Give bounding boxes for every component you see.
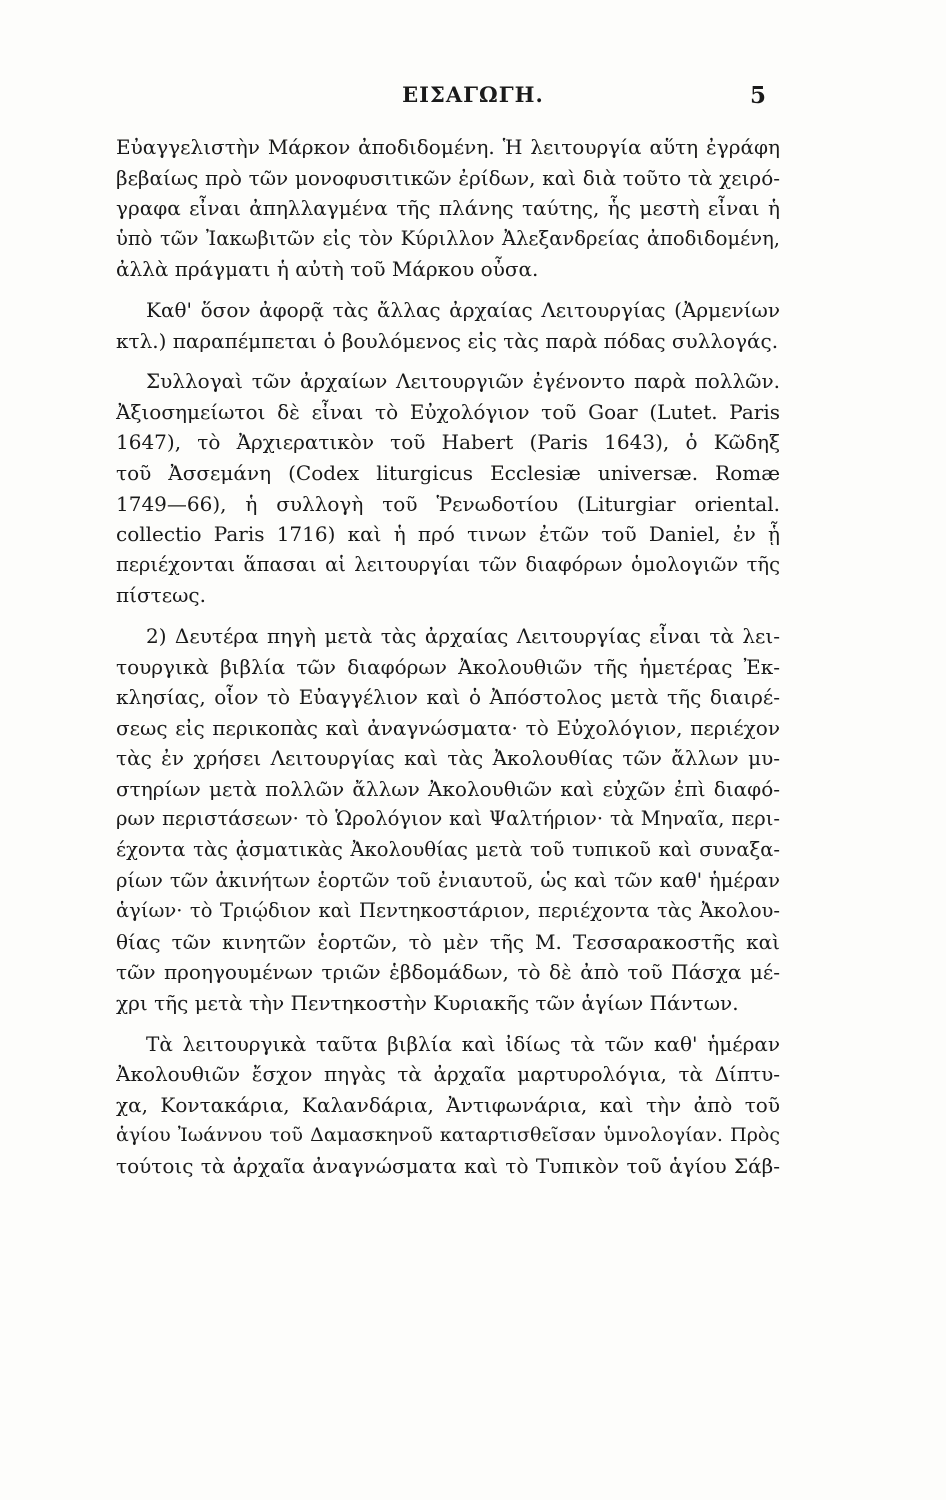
paragraph-gap <box>116 1019 780 1029</box>
text-line: ὑπὸ τῶν Ἰακωβιτῶν εἰς τὸν Κύριλλον Ἀλεξανδρείας ἀποδιδομένη, <box>116 226 780 250</box>
text-line: σεως εἰς περικοπὰς καὶ ἀναγνώσματα· τὸ Εὐχολόγιον, περιέχον <box>116 715 780 740</box>
text-line: τουργικὰ βιβλία τῶν διαφόρων Ἀκολουθιῶν τῆς ἡμετέρας Ἐκ- <box>116 654 780 679</box>
text-line: περιέχονται ἅπασαι αἱ λειτουργίαι τῶν διαφόρων ὁμολογιῶν τῆς <box>116 552 780 576</box>
text-line: ρίων τῶν ἀκινήτων ἑορτῶν τοῦ ἐνιαυτοῦ, ὡς καὶ τῶν καθ' ἡμέραν <box>116 868 780 892</box>
paragraph <box>116 132 780 285</box>
text-line: γραφα εἶναι ἀπηλλαγμένα τῆς πλάνης ταύτης, ἧς μεστὴ εἶναι ἡ <box>116 196 780 221</box>
paragraph-gap <box>116 356 780 366</box>
text-line: 1749—66), ἡ συλλογὴ τοῦ Ῥενωδοτίου (Liturgiar oriental. <box>116 491 780 516</box>
text-line: Εὐαγγελιστὴν Μάρκον ἀποδιδομένη. Ἡ λειτουργία αὕτη ἐγράφη <box>116 135 780 159</box>
text-line: Ἀξιοσημείωτοι δὲ εἶναι τὸ Εὐχολόγιον τοῦ Goar (Lutet. Paris <box>116 399 780 424</box>
page-number: 5 <box>749 82 766 109</box>
text-line: τούτοις τὰ ἀρχαῖα ἀναγνώσματα καὶ τὸ Τυπικὸν τοῦ ἁγίου Σάβ- <box>116 1154 780 1178</box>
paragraph <box>116 1029 780 1182</box>
text-line: ρων περιστάσεων· τὸ Ὡρολόγιον καὶ Ψαλτήριον· τὰ Μηναῖα, περι- <box>116 807 780 831</box>
text-line: 2) Δευτέρα πηγὴ μετὰ τὰς ἀρχαίας Λειτουργίας εἶναι τὰ λει- <box>146 623 780 648</box>
paragraph <box>116 366 780 611</box>
body-text <box>116 132 780 1182</box>
text-line: χα, Κοντακάρια, Καλανδάρια, Ἀντιφωνάρια, καὶ τὴν ἀπὸ τοῦ <box>116 1092 780 1117</box>
running-header <box>0 82 946 118</box>
text-line: ἁγίου Ἰωάννου τοῦ Δαμασκηνοῦ καταρτισθεῖσαν ὑμνολογίαν. Πρὸς <box>116 1124 780 1147</box>
text-line: θίας τῶν κινητῶν ἑορτῶν, τὸ μὲν τῆς Μ. Τεσσαρακοστῆς καὶ <box>116 929 780 954</box>
paragraph <box>116 621 780 1019</box>
text-line: τῶν προηγουμένων τριῶν ἑβδομάδων, τὸ δὲ ἀπὸ τοῦ Πάσχα μέ- <box>116 960 780 985</box>
text-line: βεβαίως πρὸ τῶν μονοφυσιτικῶν ἐρίδων, καὶ διὰ τοῦτο τὰ χειρό- <box>116 165 780 190</box>
text-line: 1647), τὸ Ἀρχιερατικὸν τοῦ Habert (Paris 1643), ὁ Κῶδηξ <box>116 430 780 455</box>
text-line: Ἀκολουθιῶν ἔσχον πηγὰς τὰ ἀρχαῖα μαρτυρολόγια, τὰ Δίπτυ- <box>116 1062 780 1087</box>
running-title: ΕΙΣΑΓΩΓΗ. <box>402 82 544 107</box>
text-line: τὰς ἐν χρήσει Λειτουργίας καὶ τὰς Ἀκολουθίας τῶν ἄλλων μυ- <box>116 746 780 771</box>
text-line: Καθ' ὅσον ἀφορᾷ τὰς ἄλλας ἀρχαίας Λειτουργίας (Ἀρμενίων <box>146 297 780 322</box>
text-line: collectio Paris 1716) καὶ ἡ πρό τινων ἐτῶν τοῦ Daniel, ἐν ᾗ <box>116 522 780 547</box>
paragraph-gap <box>116 611 780 621</box>
text-line: τοῦ Ἀσσεμάνη (Codex liturgicus Ecclesiæ universæ. Romæ <box>116 460 780 485</box>
text-line: ἁγίων· τὸ Τριῴδιον καὶ Πεντηκοστάριον, περιέχοντα τὰς Ἀκολου- <box>116 899 780 923</box>
paragraph-gap <box>116 285 780 295</box>
text-line: κτλ.) παραπέμπεται ὁ βουλόμενος εἰς τὰς παρὰ πόδας συλλογάς. <box>116 328 779 353</box>
text-line: Συλλογαὶ τῶν ἀρχαίων Λειτουργιῶν ἐγένοντο παρὰ πολλῶν. <box>146 369 780 394</box>
text-line: ἀλλὰ πράγματι ἡ αὐτὴ τοῦ Μάρκου οὖσα. <box>116 257 539 282</box>
text-line: κλησίας, οἷον τὸ Εὐαγγέλιον καὶ ὁ Ἀπόστολος μετὰ τῆς διαιρέ- <box>116 685 780 710</box>
text-line: στηρίων μετὰ πολλῶν ἄλλων Ἀκολουθιῶν καὶ εὐχῶν ἐπὶ διαφό- <box>116 776 780 801</box>
paragraph <box>116 295 780 356</box>
text-line: πίστεως. <box>116 583 206 608</box>
text-line: χρι τῆς μετὰ τὴν Πεντηκοστὴν Κυριακῆς τῶν ἁγίων Πάντων. <box>116 991 739 1016</box>
text-line: Τὰ λειτουργικὰ ταῦτα βιβλία καὶ ἰδίως τὰ τῶν καθ' ἡμέραν <box>146 1031 780 1056</box>
text-line: έχοντα τὰς ᾀσματικὰς Ἀκολουθίας μετὰ τοῦ τυπικοῦ καὶ συναξα- <box>116 838 780 862</box>
